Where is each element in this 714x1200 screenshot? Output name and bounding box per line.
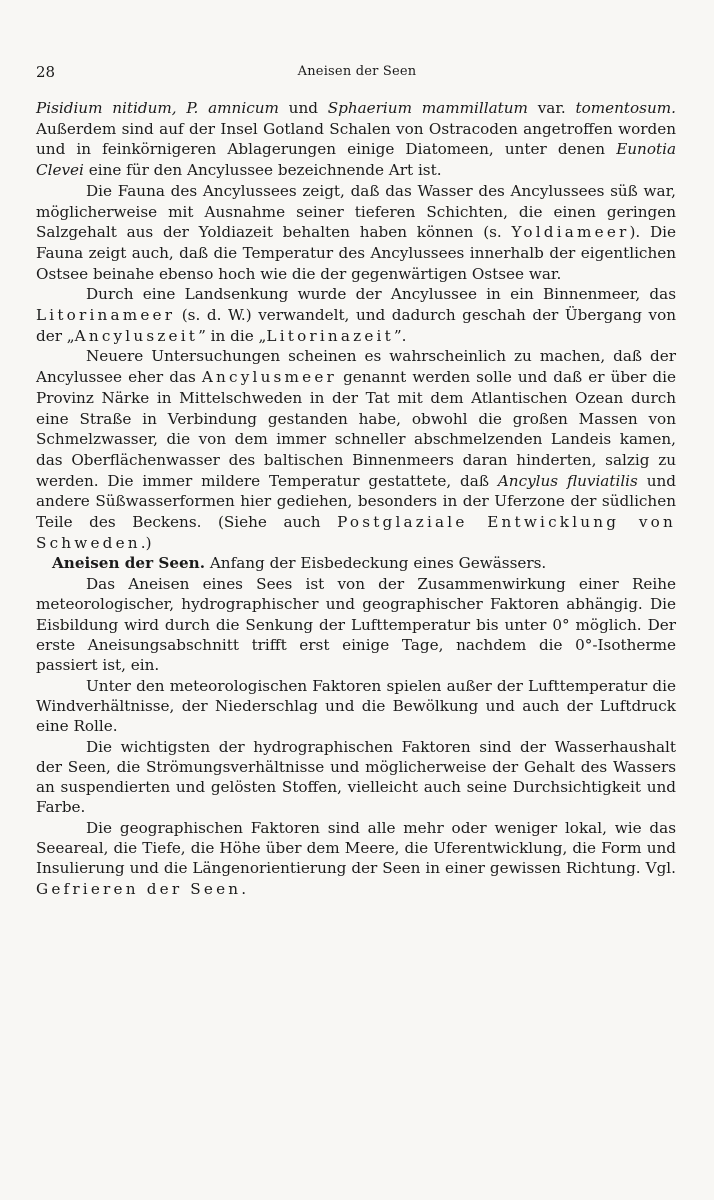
text-run: .	[241, 879, 247, 898]
paragraph-hydrographic-factors	[36, 737, 676, 818]
text-run: ”.	[393, 326, 407, 345]
entry-definition: Anfang der Eisbedeckung eines Gewässers.	[205, 554, 547, 573]
text-run: und	[278, 99, 328, 117]
body-text	[36, 98, 676, 899]
text-run: var.	[527, 99, 576, 117]
text-run: Die wichtigsten der hydrographischen Faktoren sind der Wasserhaushalt der Seen, die Strömungsverhältnisse und möglicherweise der Gehalt des Wassers an suspendierten und gelösten Stoffen, vielleicht auch seine Durchsichtigkeit und Farbe.	[36, 737, 676, 817]
paragraph-meteorological-factors	[36, 676, 676, 737]
species-name: Sphaerium mammillatum	[327, 99, 528, 117]
text-run: Unter den meteorologischen Faktoren spielen außer der Lufttemperatur die Windverhältnisse, der Niederschlag und die Bewölkung und auch der Luftdruck eine Rolle.	[36, 676, 676, 736]
spaced-term: Litorinazeit	[266, 326, 394, 345]
text-run: Die geographischen Faktoren sind alle mehr oder weniger lokal, wie das Seeareal, die Tiefe, die Höhe über dem Meere, die Uferentwicklung, die Form und Insulierung und die Längenorientierung der Seen in einer gewissen Richtung. Vgl.	[36, 818, 676, 878]
cross-reference: Litorinameer	[36, 306, 176, 325]
text-run: .)	[140, 533, 152, 552]
paragraph-recent-research	[36, 346, 676, 553]
text-run: und andere Süßwasserformen hier gediehen, besonders in der Uferzone der südlichen Teile des Beckens. (Siehe auch	[36, 471, 676, 532]
text-run: ” in die „	[198, 326, 267, 345]
spaced-term: Ancyluszeit	[74, 326, 199, 345]
page-header	[36, 62, 678, 82]
text-run: Außerdem sind auf der Insel Gotland Schalen von Ostracoden angetroffen worden und in feinkörnigeren Ablagerungen einige Diatomeen, unter denen	[36, 119, 676, 159]
text-run: Das Aneisen eines Sees ist von der Zusammenwirkung einer Reihe meteorologischer, hydrographischer und geographischer Faktoren abhängig. Die Eisbildung wird durch die Senkung der Lufttemperatur bis unter 0° möglich. Der erste Aneisungsabschnitt trifft erst einige Tage, nachdem die 0°-Isotherme passiert ist, ein.	[36, 575, 676, 675]
cross-reference: Gefrieren der Seen	[36, 879, 242, 898]
paragraph-ancylus-fauna	[36, 181, 676, 285]
entry-headword: Aneisen der Seen.	[52, 554, 205, 573]
text-run: Durch eine Landsenkung wurde der Ancylussee in ein Binnenmeer, das	[86, 285, 676, 304]
paragraph-ice-formation	[36, 574, 676, 675]
paragraph-land-subsidence	[36, 284, 676, 346]
text-run: eine für den Ancylussee bezeichnende Art ist.	[83, 161, 442, 180]
species-name: Eunotia Clevei	[36, 140, 676, 180]
paragraph-continuation	[36, 98, 676, 181]
entry-aneisen-der-seen	[36, 553, 676, 574]
text-run: ). Die Fauna zeigt auch, daß die Temperatur des Ancylussees innerhalb der eigentlichen Ostsee beinahe ebenso hoch wie die der gegenwärtigen Ostsee war.	[36, 223, 676, 283]
paragraph-geographic-factors	[36, 818, 676, 899]
text-run: (s. d. W.) verwandelt, und dadurch geschah der Übergang von der „	[36, 306, 676, 345]
page-number: 28	[36, 63, 56, 81]
spaced-term: Ancylusmeer	[201, 368, 337, 387]
text-run: genannt werden solle und daß er über die Provinz Närke in Mittelschweden in der Tat mit dem Atlantischen Ozean durch eine Straße in Verbindung gestanden habe, obwohl die großen Massen von Schmelzwasser, die von dem immer schneller abschmelzenden Landeis kamen, das Oberflächenwasser des baltischen Binnenmeers daran hinderten, salzig zu werden. Die immer mildere Temperatur gestattete, daß	[36, 368, 676, 490]
running-head: Aneisen der Seen	[297, 64, 417, 79]
species-name: Pisidium nitidum, P. amnicum	[36, 99, 279, 117]
text-run: Die Fauna des Ancylussees zeigt, daß das Wasser des Ancylussees süß war, möglicherweise mit Ausnahme seiner tieferen Schichten, die einen geringen Salzgehalt aus der Yoldiazeit behalten haben können (s.	[36, 181, 676, 242]
cross-reference: Postglaziale Entwicklung von Schweden	[36, 513, 676, 552]
cross-reference: Yoldiameer	[511, 223, 630, 242]
text-run: Neuere Untersuchungen scheinen es wahrscheinlich zu machen, daß der Ancylussee eher das	[36, 347, 676, 387]
species-name: Ancylus fluviatilis	[497, 471, 638, 490]
species-variety: tomentosum.	[575, 99, 676, 117]
